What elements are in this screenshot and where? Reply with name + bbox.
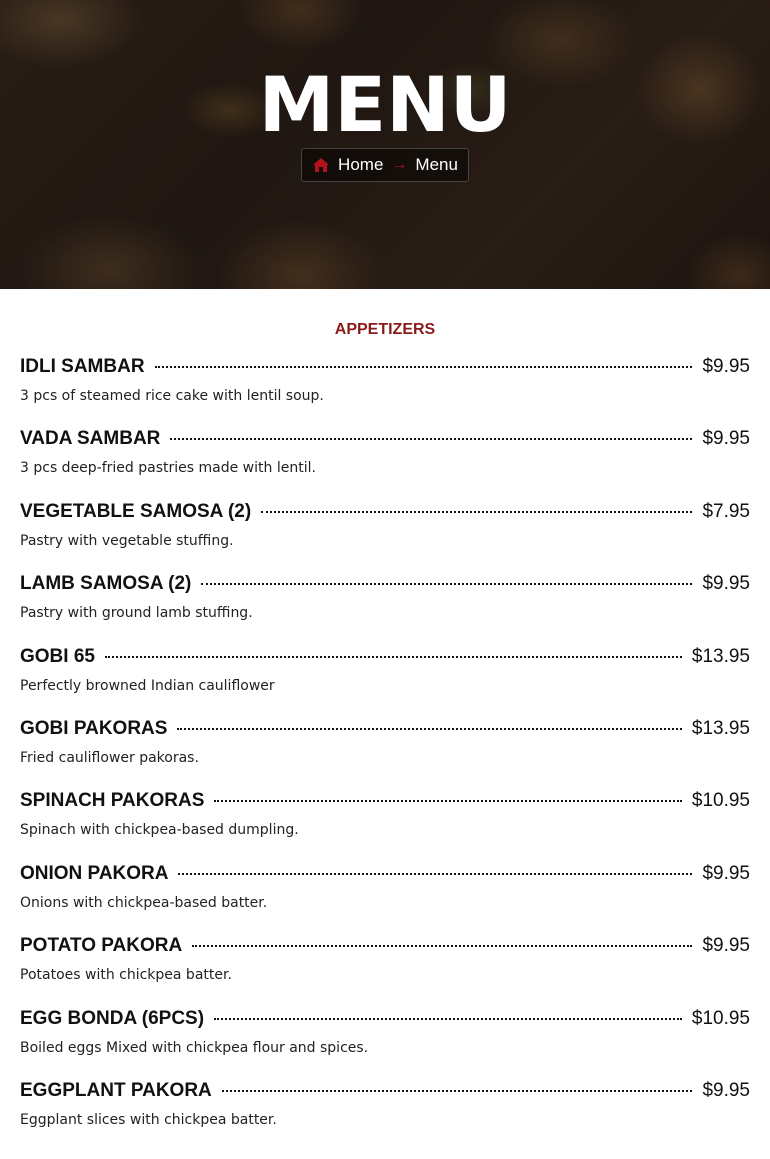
item-description: Pastry with ground lamb stuffing. <box>20 605 253 622</box>
item-price: $9.95 <box>702 428 750 450</box>
breadcrumb-home-link[interactable]: Home <box>338 155 384 174</box>
item-name: IDLI SAMBAR <box>20 356 145 377</box>
menu-item <box>20 787 750 859</box>
item-price: $9.95 <box>702 573 750 595</box>
menu-item <box>20 1005 750 1077</box>
menu-item <box>20 932 750 1004</box>
dotted-leader <box>214 1018 682 1020</box>
item-name: ONION PAKORA <box>20 862 169 884</box>
item-name: EGG BONDA (6PCS) <box>20 1007 205 1029</box>
item-price: $9.95 <box>702 356 750 377</box>
section-title: APPETIZERS <box>334 321 436 338</box>
item-name: EGGPLANT PAKORA <box>20 1079 212 1101</box>
menu-item <box>20 353 750 425</box>
menu-item <box>20 1077 750 1149</box>
item-price: $10.95 <box>691 1007 750 1029</box>
item-name: LAMB SAMOSA (2) <box>20 573 192 595</box>
menu-item <box>20 860 750 932</box>
hero-banner <box>0 0 770 289</box>
dotted-leader <box>170 438 692 440</box>
item-description: 3 pcs of steamed rice cake with lentil soup. <box>20 388 324 404</box>
item-price: $9.95 <box>702 1079 750 1101</box>
menu-content <box>0 320 770 1149</box>
item-price: $10.95 <box>691 790 750 812</box>
menu-item <box>20 715 750 787</box>
item-description: Perfectly browned Indian cauliflower <box>20 677 275 694</box>
dotted-leader <box>178 873 692 875</box>
item-name: POTATO PAKORA <box>20 935 183 957</box>
item-description: Fried cauliflower pakoras. <box>20 749 199 766</box>
item-description: Onions with chickpea-based batter. <box>20 894 268 911</box>
menu-item <box>20 570 750 642</box>
dotted-leader <box>105 656 682 658</box>
dotted-leader <box>192 945 692 947</box>
page-title: MENU <box>258 60 512 149</box>
dotted-leader <box>177 728 681 730</box>
item-description: 3 pcs deep-fried pastries made with lentil. <box>20 460 316 477</box>
dotted-leader <box>155 366 693 368</box>
item-price: $9.95 <box>702 935 750 957</box>
arrow-right-icon: → <box>391 156 408 173</box>
dotted-leader <box>201 583 692 585</box>
menu-item <box>20 425 750 497</box>
dotted-leader <box>214 800 681 802</box>
menu-item <box>20 643 750 715</box>
item-name: GOBI 65 <box>20 645 95 667</box>
item-description: Potatoes with chickpea batter. <box>20 967 232 984</box>
item-description: Boiled eggs Mixed with chickpea flour and spices. <box>20 1039 369 1056</box>
item-price: $13.95 <box>691 645 750 667</box>
menu-item <box>20 498 750 570</box>
item-description: Eggplant slices with chickpea batter. <box>20 1111 277 1128</box>
item-name: VEGETABLE SAMOSA (2) <box>20 500 252 522</box>
item-description: Spinach with chickpea-based dumpling. <box>20 822 299 839</box>
item-name: SPINACH PAKORAS <box>20 790 205 812</box>
item-price: $9.95 <box>702 862 750 884</box>
dotted-leader <box>261 511 692 513</box>
breadcrumb <box>301 148 469 182</box>
item-price: $7.95 <box>702 500 750 522</box>
breadcrumb-current: Menu <box>415 155 458 174</box>
dotted-leader <box>222 1090 693 1092</box>
home-icon[interactable] <box>312 157 330 173</box>
item-name: GOBI PAKORAS <box>20 717 168 739</box>
item-name: VADA SAMBAR <box>20 428 161 450</box>
menu-list <box>20 353 750 1149</box>
item-price: $13.95 <box>691 717 750 739</box>
item-description: Pastry with vegetable stuffing. <box>20 532 234 549</box>
